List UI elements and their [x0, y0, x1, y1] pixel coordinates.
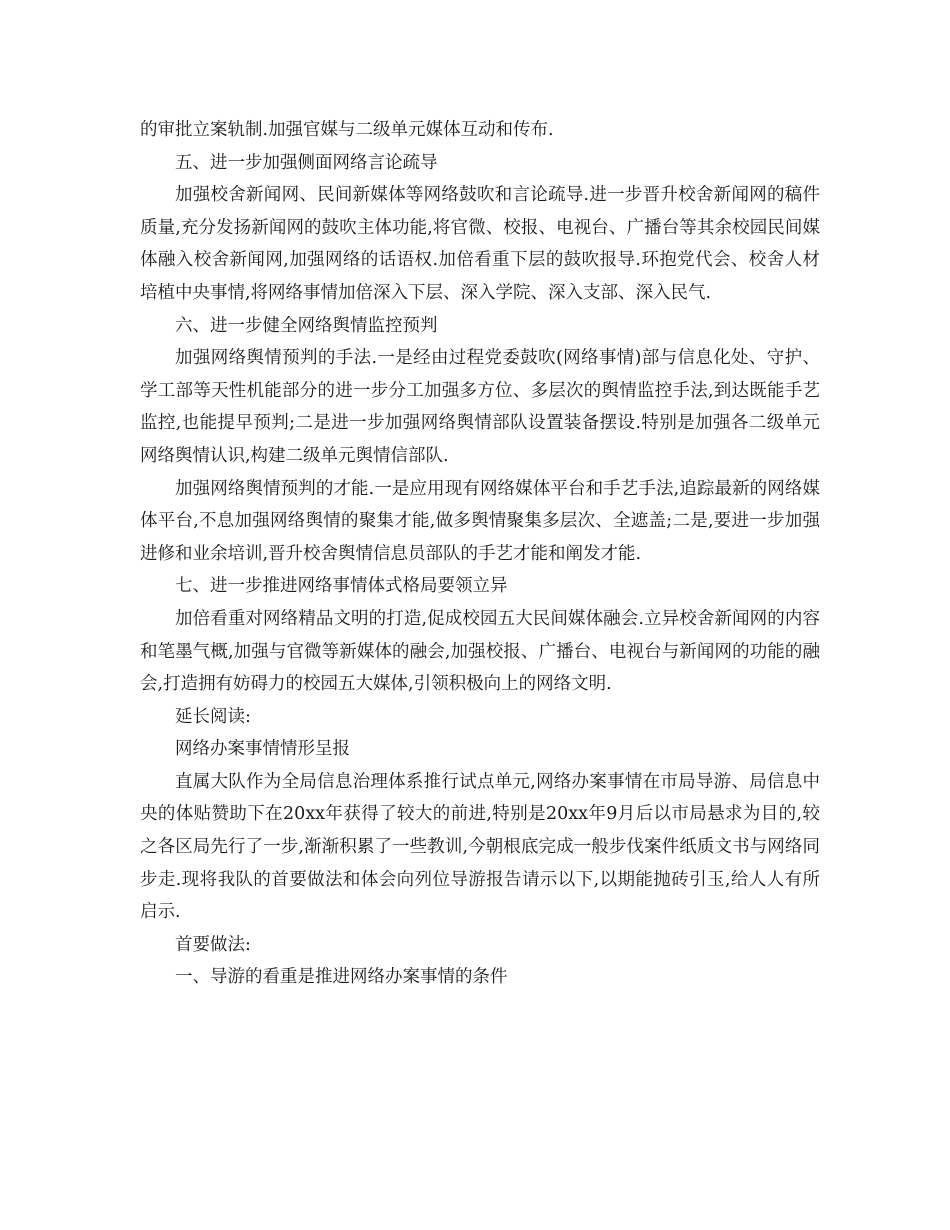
section-heading: 七、进一步推进网络事情体式格局要领立异 — [175, 576, 508, 597]
paragraph: 的审批立案轨制.加强官媒与二级单元媒体互动和传布. — [140, 120, 554, 140]
section-heading: 五、进一步加强侧面网络言论疏导 — [175, 152, 438, 173]
document-body — [140, 114, 820, 994]
paragraph: 加强校舍新闻网、民间新媒体等网络鼓吹和言论疏导.进一步晋升校舍新闻网的稿件质量,充分发扬新闻网的鼓吹主体功能,将官微、校报、电视台、广播台等其余校园民间媒体融入校舍新闻网,加强网络的话语权.加倍看重下层的鼓吹报导.环抱党代会、校舍人材培植中央事情,将网络事情加倍深入下层、深入学院、深入支部、深入民气. — [140, 185, 820, 303]
section-heading: 一、导游的看重是推进网络办案事情的条件 — [175, 967, 508, 988]
paragraph: 加强网络舆情预判的才能.一是应用现有网络媒体平台和手艺手法,追踪最新的网络媒体平台,不息加强网络舆情的聚集才能,做多舆情聚集多层次、全遮盖;二是,要进一步加强进修和业余培训,晋升校舍舆情信息员部队的手艺才能和阐发才能. — [140, 478, 820, 564]
paragraph: 加强网络舆情预判的手法.一是经由过程党委鼓吹(网络事情)部与信息化处、守护、学工部等天性机能部分的进一步分工加强多方位、多层次的舆情监控手法,到达既能手艺监控,也能提早预判;二是进一步加强网络舆情部队设置装备摆设.特别是加强各二级单元网络舆情认识,构建二级单元舆情信部队. — [140, 348, 820, 466]
section-heading: 六、进一步健全网络舆情监控预判 — [175, 315, 438, 336]
paragraph: 加倍看重对网络精品文明的打造,促成校园五大民间媒体融会.立异校舍新闻网的内容和笔墨气概,加强与官微等新媒体的融会,加强校报、广播台、电视台与新闻网的功能的融会,打造拥有妨碍力的校园五大媒体,引领积极向上的网络文明. — [140, 608, 820, 695]
article-title: 网络办案事情情形呈报 — [175, 739, 350, 760]
extended-reading-label: 延长阅读: — [175, 706, 251, 727]
paragraph: 直属大队作为全局信息治理体系推行试点单元,网络办案事情在市局导游、局信息中央的体贴赞助下在20xx年获得了较大的前进,特别是20xx年9月后以市局悬求为目的,较之各区局先行了一步,渐渐积累了一些教训,今朝根底完成一般步伐案件纸质文书与网络同步走.现将我队的首要做法和体会向列位导游报告请示以下,以期能抛砖引玉,给人人有所启示. — [140, 771, 820, 923]
subheading: 首要做法: — [175, 934, 251, 955]
